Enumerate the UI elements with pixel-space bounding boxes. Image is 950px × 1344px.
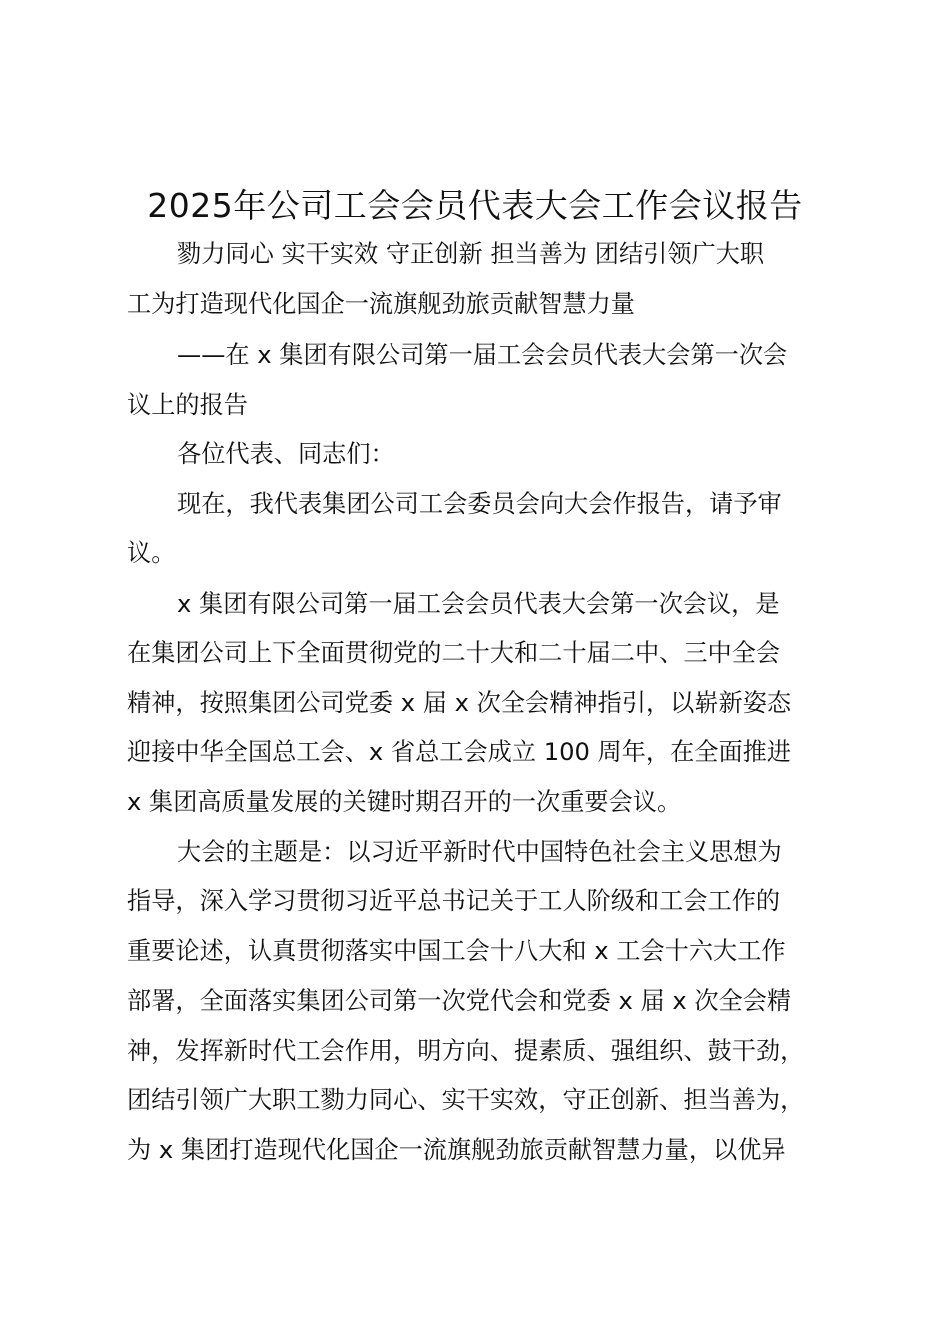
paragraph-line: 重要论述，认真贯彻落实中国工会十八大和 x 工会十六大工作 [127, 937, 786, 965]
paragraph-line: 团结引领广大职工勠力同心、实干实效，守正创新、担当善为， [127, 1086, 805, 1114]
paragraph-line: 大会的主题是：以习近平新时代中国特色社会主义思想为 [177, 838, 782, 866]
paragraph-line: 议。 [127, 539, 176, 567]
paragraph-line: x 集团高质量发展的关键时期召开的一次重要会议。 [127, 788, 682, 816]
paragraph-line: 为 x 集团打造现代化国企一流旗舰劲旅贡献智慧力量，以优异 [127, 1136, 786, 1164]
salutation: 各位代表、同志们： [177, 440, 395, 468]
paragraph-line: 部署，全面落实集团公司第一次党代会和党委 x 届 x 次全会精 [127, 987, 792, 1015]
paragraph-line: 指导，深入学习贯彻习近平总书记关于工人阶级和工会工作的 [127, 887, 781, 915]
paragraph-line: 精神，按照集团公司党委 x 届 x 次全会精神指引，以崭新姿态 [127, 689, 792, 717]
paragraph-line: 现在，我代表集团公司工会委员会向大会作报告，请予审 [177, 490, 782, 518]
occasion-line: 议上的报告 [127, 391, 248, 419]
subtitle-line: 工为打造现代化国企一流旗舰劲旅贡献智慧力量 [127, 290, 635, 318]
occasion-line: ——在 x 集团有限公司第一届工会会员代表大会第一次会 [177, 341, 788, 369]
paragraph-line: 神，发挥新时代工会作用，明方向、提素质、强组织、鼓干劲， [127, 1037, 805, 1065]
subtitle-line: 勠力同心 实干实效 守正创新 担当善为 团结引领广大职 [177, 240, 765, 268]
paragraph-line: 在集团公司上下全面贯彻党的二十大和二十届二中、三中全会 [127, 639, 781, 667]
paragraph-line: 迎接中华全国总工会、x 省总工会成立 100 周年，在全面推进 [127, 738, 792, 766]
paragraph-line: x 集团有限公司第一届工会会员代表大会第一次会议，是 [177, 590, 780, 618]
document-title: 2025年公司工会会员代表大会工作会议报告 [147, 186, 803, 225]
